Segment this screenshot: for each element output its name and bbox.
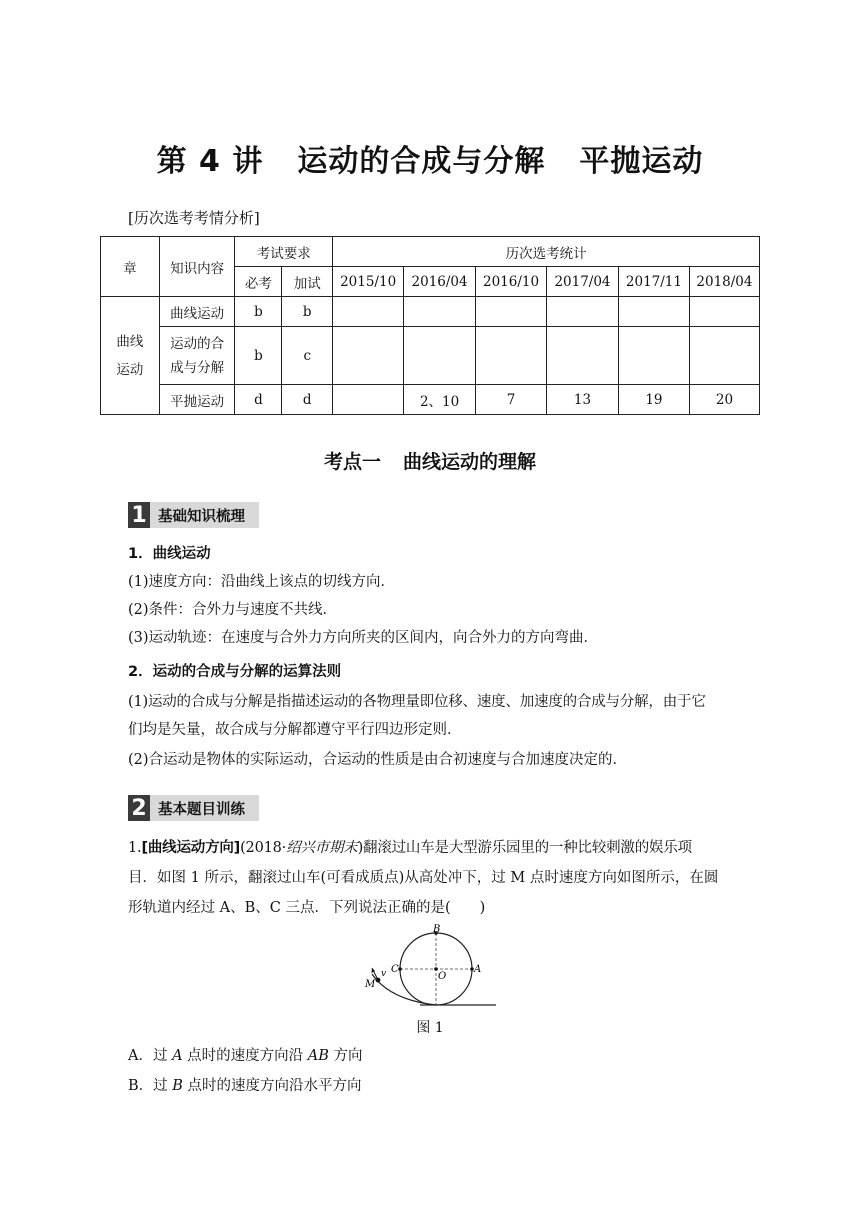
question-source-open: (2018· [240,840,287,856]
option-a [128,1042,740,1070]
bikao-cell: b [235,327,282,385]
chapter-line: 运动 [116,361,144,378]
option-b [128,1072,740,1100]
stat-cell [333,297,404,327]
option-text: A．过 [128,1048,173,1064]
stat-cell [618,297,689,327]
stat-cell [333,385,404,415]
label-c: C [391,964,399,975]
option-var: AB [307,1048,329,1064]
option-var: A [172,1048,183,1064]
knowledge-heading-1: 1．曲线运动 [128,546,211,562]
header-bikao: 必考 [235,267,282,297]
header-date: 2016/04 [404,267,476,297]
bikao-cell: d [235,385,282,415]
point-c [398,967,402,971]
stat-cell [404,297,476,327]
label-m: M [365,979,376,990]
block-badge-1 [128,502,259,528]
option-text: 方向 [328,1048,363,1064]
content-line: 运动的合 [170,335,225,352]
bikao-cell: b [235,297,282,327]
header-requirement: 考试要求 [235,237,333,267]
section-title [0,447,860,474]
label-v: v [381,969,387,979]
stat-cell [547,297,619,327]
block-label: 基本题目训练 [150,795,259,821]
stat-cell: 2、10 [404,385,476,415]
question-number: 1. [128,840,142,856]
jiashi-cell: d [282,385,333,415]
stat-cell: 13 [547,385,619,415]
table-caption: [历次选考考情分析] [128,209,260,227]
option-var: B [172,1078,183,1094]
stat-cell [618,327,689,385]
header-chapter: 章 [101,237,160,297]
block-label: 基础知识梳理 [150,502,259,528]
question-tag: [曲线运动方向] [141,840,241,856]
question-text: 翻滚过山车是大型游乐园里的一种比较刺激的娱乐项 [363,840,692,856]
stat-cell [547,327,619,385]
section-name: 曲线运动的理解 [403,451,537,473]
content-cell: 曲线运动 [159,297,235,327]
label-a: A [474,964,482,975]
option-text: 点时的速度方向沿 [182,1048,308,1064]
label-o: O [438,971,447,982]
table-row [101,385,760,415]
knowledge-line: (2)条件：合外力与速度不共线． [128,602,338,618]
knowledge-heading-2: 2．运动的合成与分解的运算法则 [128,664,342,680]
content-line: 成与分解 [170,359,225,376]
stat-cell [689,297,759,327]
header-statistics: 历次选考统计 [333,237,760,267]
header-date: 2015/10 [333,267,404,297]
exam-analysis-table [100,236,760,415]
title-topic-2: 平抛运动 [579,144,704,179]
label-b: B [433,924,441,935]
block-number: 2 [128,795,150,821]
stat-cell [689,327,759,385]
question-source: 绍兴市期末 [286,840,358,856]
knowledge-line: (3)运动轨迹：在速度与合外力方向所夹的区间内，向合外力的方向弯曲． [128,630,599,646]
question-line-2: 目．如图 1 所示，翻滚过山车(可看成质点)从高处冲下，过 M 点时速度方向如图所示，在圆 [128,870,719,886]
content-cell [159,327,235,385]
header-content: 知识内容 [159,237,235,297]
chapter-cell [101,297,160,415]
stat-cell: 19 [618,385,689,415]
jiashi-cell: c [282,327,333,385]
content-cell: 平抛运动 [159,385,235,415]
stat-cell [476,297,547,327]
question-source-close: ) [357,840,364,856]
knowledge-line: 们均是矢量，故合成与分解都遵守平行四边形定则． [128,722,462,738]
stat-cell: 7 [476,385,547,415]
option-text: B．过 [128,1078,173,1094]
header-date: 2018/04 [689,267,759,297]
knowledge-line: (1)速度方向：沿曲线上该点的切线方向． [128,574,396,590]
chapter-line: 曲线 [116,333,144,350]
section-label: 考点一 [323,451,381,473]
lecture-number: 第 4 讲 [156,144,264,179]
block-number: 1 [128,502,150,528]
question-line-3: 形轨道内经过 A、B、C 三点．下列说法正确的是( ) [128,900,486,916]
header-date: 2017/04 [547,267,619,297]
stat-cell [404,327,476,385]
stat-cell [333,327,404,385]
table-row [101,297,760,327]
knowledge-line: (2)合运动是物体的实际运动，合运动的性质是由合初速度与合加速度决定的． [128,752,628,768]
figure-caption: 图 1 [416,1020,444,1036]
stat-cell [476,327,547,385]
jiashi-cell: b [282,297,333,327]
stat-cell: 20 [689,385,759,415]
header-date: 2016/10 [476,267,547,297]
title-topic-1: 运动的合成与分解 [297,144,546,179]
knowledge-line: (1)运动的合成与分解是指描述运动的各物理量即位移、速度、加速度的合成与分解，由于它 [128,694,706,710]
question-line-1 [128,834,740,862]
page-title [0,136,860,180]
block-badge-2 [128,795,259,821]
header-date: 2017/11 [618,267,689,297]
table-row [101,327,760,385]
header-jiashi: 加试 [282,267,333,297]
option-text: 点时的速度方向沿水平方向 [182,1078,362,1094]
figure-loop-track [360,922,500,1014]
